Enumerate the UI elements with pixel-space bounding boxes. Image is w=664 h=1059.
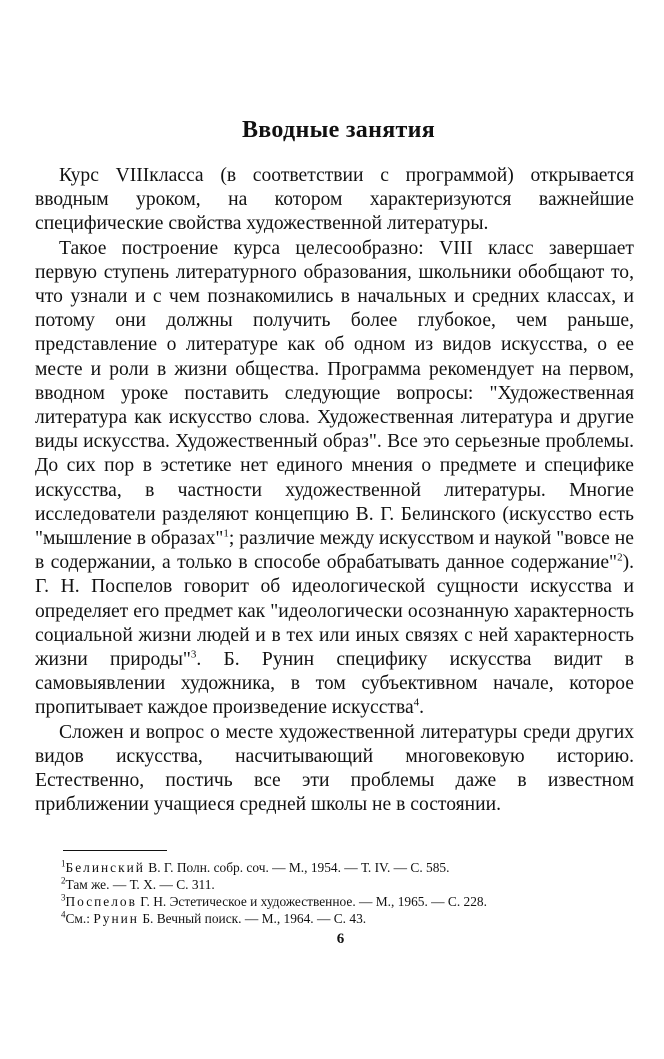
footnote-3-author: Поспелов [65,894,137,910]
footnote-3 [35,893,634,910]
footnote-4-number: 4 [61,910,66,921]
main-text [35,164,634,817]
paragraph-3: Сложен и вопрос о месте художественной литературы среди других видов искусства, насчитывающий многовековую историю. Естественно, постичь все эти проблемы даже в известном приближении учащиеся средней школы не в состоянии. [35,721,634,816]
footnote-4-text: Б. Вечный поиск. — М., 1964. — С. 43. [138,911,367,927]
paragraph-2-part-5: . [419,697,425,719]
footnote-1-text: В. Г. Полн. собр. соч. — М., 1954. — Т. IV. — С. 585. [144,860,450,876]
footnote-4 [35,910,634,927]
footnote-ref-2: 2 [617,551,623,564]
paragraph-2-part-2: ; различие между искусством и наукой "вовсе не в содержании, а только в способе обрабатывать данное содержание" [35,528,634,574]
footnote-3-number: 3 [61,893,66,904]
paragraph-1: Курс VIIIкласса (в соответствии с программой) открывается вводным уроком, на котором характеризуются важнейшие специфические свойства художественной литературы. [35,165,634,235]
footnote-3-text: Г. Н. Эстетическое и художественное. — М., 1965. — С. 228. [136,894,487,910]
footnotes [35,859,634,927]
footnote-2-number: 2 [61,876,66,887]
section-title: Вводные занятия [241,117,436,143]
footnote-separator [63,850,167,851]
footnote-ref-1: 1 [223,527,229,540]
paragraph-2-part-3: ). Г. Н. Поспелов говорит об идеологической сущности искусства и определяет его предмет как "идеологически осознанную характерность социальной жизни людей и в тех или иных связях с ней характерность жизни природы" [35,552,634,671]
paragraph-2 [35,237,634,721]
paragraph-2-part-4: . Б. Рунин специфику искусства видит в самовыявлении художника, в том субъективном начале, которое пропитывает каждое произведение искусства [35,649,634,719]
footnote-4-prefix: См.: [65,911,94,927]
footnote-2-text: Там же. — Т. X. — С. 311. [65,877,215,893]
footnote-ref-4: 4 [413,696,420,709]
footnote-4-author: Рунин [93,911,139,927]
footnote-2 [35,876,634,893]
footnote-1-number: 1 [61,859,66,870]
paragraph-2-part-1: Такое построение курса целесообразно: VIII класс завершает первую ступень литературного образования, школьники обобщают то, что узнали и с чем познакомились в начальных и средних классах, и потому они должны получить более глубокое, чем раньше, представление о литературе как об одном из видов искусства, о ее месте и роли в жизни общества. Программа рекомендует на первом, вводном уроке поставить следующие вопросы: "Художественная литература как искусство слова. Художественная литература и другие виды искусства. Художественный образ". Все это серьезные проблемы. До сих пор в эстетике нет единого мнения о предмете и специфике искусства, в частности художественной литературы. Многие исследователи разделяют концепцию В. Г. Белинского (искусство есть "мышление в образах" [35,237,634,550]
footnote-1 [35,859,634,876]
page-number: 6 [336,931,345,948]
footnote-1-author: Белинский [65,860,145,876]
footnote-ref-3: 3 [190,648,197,661]
